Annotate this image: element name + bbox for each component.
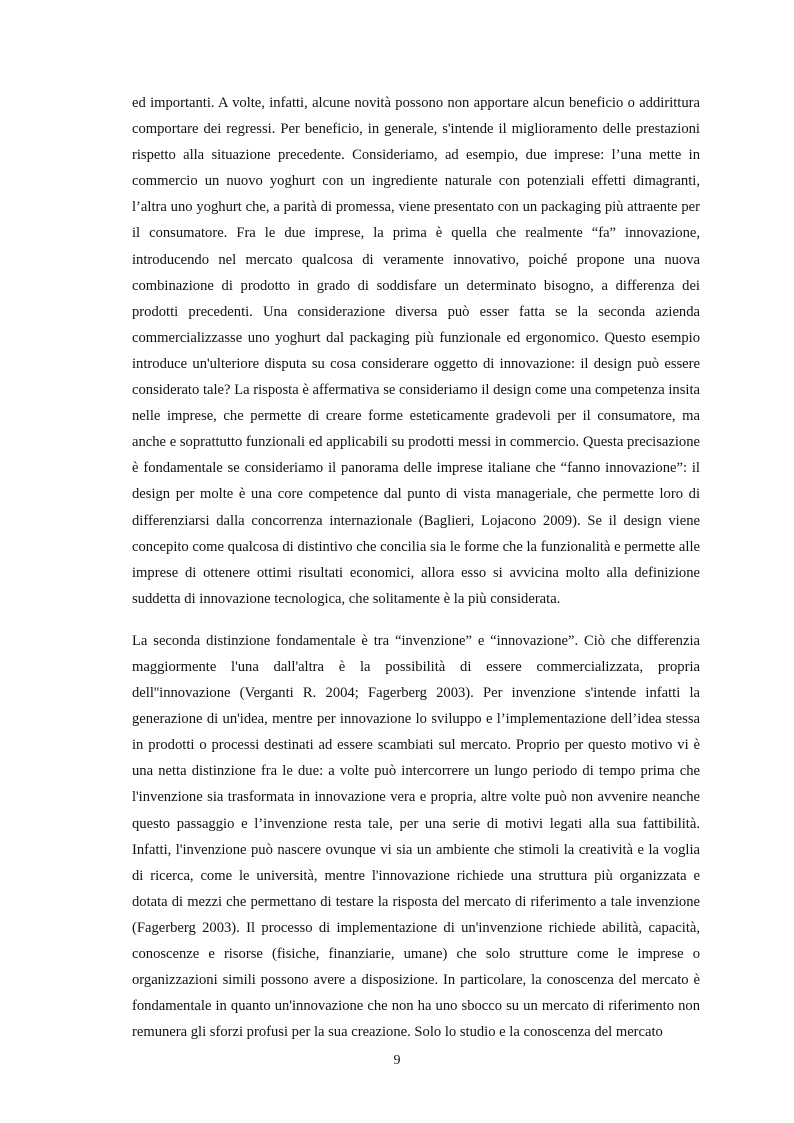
paragraph-design-innovation: ed importanti. A volte, infatti, alcune novità possono non apportare alcun beneficio o addirittura comportare dei regressi. Per beneficio, in generale, s'intende il miglioramento delle prestazioni rispetto alla situazione precedente. Consideriamo, ad esempio, due imprese: l’una mette in commercio un nuovo yoghurt con un ingrediente naturale con potenziali effetti dimagranti, l’altra uno yoghurt che, a parità di promessa, viene presentato con un packaging più attraente per il consumatore. Fra le due imprese, la prima è quella che realmente “fa” innovazione, introducendo nel mercato qualcosa di veramente innovativo, poiché propone una nuova combinazione di prodotto in grado di soddisfare un determinato bisogno, a differenza dei prodotti precedenti. Una considerazione diversa può esser fatta se la seconda azienda commercializzasse uno yoghurt dal packaging più funzionale ed ergonomico. Questo esempio introduce un'ulteriore disputa su cosa considerare oggetto di innovazione: il design può essere considerato tale? La risposta è affermativa se consideriamo il design come una competenza insita nelle imprese, che permette di creare forme esteticamente gradevoli per il consumatore, ma anche e soprattutto funzionali ed applicabili su prodotti messi in commercio. Questa precisazione è fondamentale se consideriamo il panorama delle imprese italiane che “fanno innovazione”: il design per molte è una core competence dal punto di vista manageriale, che permette loro di differenziarsi dalla concorrenza internazionale (Baglieri, Lojacono 2009). Se il design viene concepito come qualcosa di distintivo che concilia sia le forme che la funzionalità e permette alle imprese di ottenere ottimi risultati economici, allora esso si avvicina molto alla definizione suddetta di innovazione tecnologica, che solitamente è la più considerata. <box>132 95 700 607</box>
page-body <box>132 90 700 1045</box>
paragraph-invention-vs-innovation: La seconda distinzione fondamentale è tra “invenzione” e “innovazione”. Ciò che differenzia maggiormente l'una dall'altra è la possibilità di essere commercializzata, propria dell''innovazione (Verganti R. 2004; Fagerberg 2003). Per invenzione s'intende infatti la generazione di un'idea, mentre per innovazione lo sviluppo e l’implementazione dell’idea stessa in prodotti o processi destinati ad essere scambiati sul mercato. Proprio per questo motivo vi è una netta distinzione fra le due: a volte può intercorrere un lungo periodo di tempo prima che l'invenzione sia trasformata in innovazione vera e propria, altre volte può non avvenire neanche questo passaggio e l’invenzione resta tale, per una serie di motivi legati alla sua fattibilità. Infatti, l'invenzione può nascere ovunque vi sia un ambiente che stimoli la creatività e la voglia di ricerca, come le università, mentre l'innovazione richiede una struttura più organizzata e dotata di mezzi che permettano di testare la risposta del mercato di riferimento a tale invenzione (Fagerberg 2003). Il processo di implementazione di un'invenzione richiede abilità, capacità, conoscenze e risorse (fisiche, finanziarie, umane) che solo strutture come le imprese o organizzazioni simili possono avere a disposizione. In particolare, la conoscenza del mercato è fondamentale in quanto un'innovazione che non ha uno sbocco su un mercato di riferimento non remunera gli sforzi profusi per la sua creazione. Solo lo studio e la conoscenza del mercato <box>132 632 700 1041</box>
page-number: 9 <box>393 1053 401 1068</box>
